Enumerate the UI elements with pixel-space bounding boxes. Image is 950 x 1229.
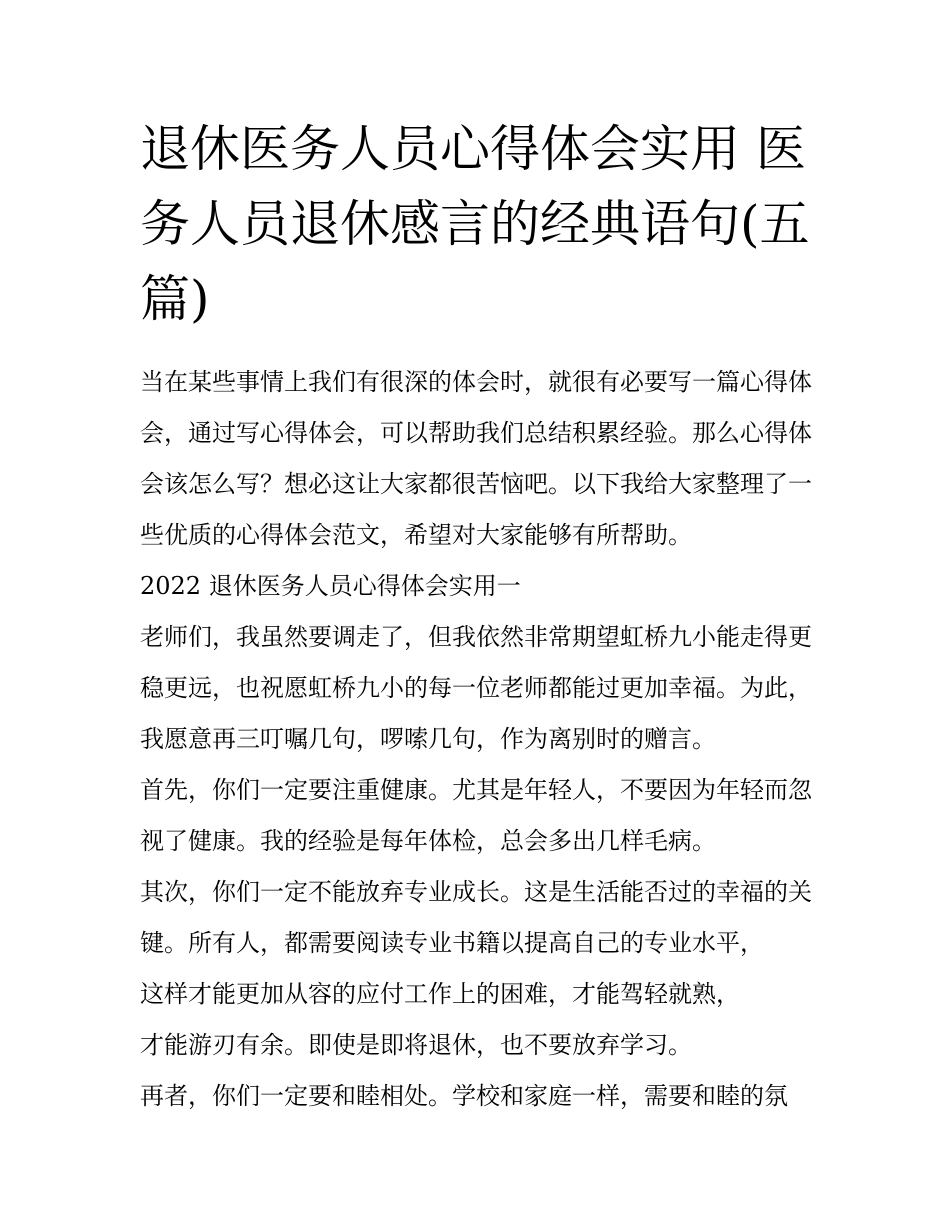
- intro-paragraph: 当在某些事情上我们有很深的体会时，就很有必要写一篇心得体会，通过写心得体会，可以帮助我们总结积累经验。那么心得体会该怎么写？想必这让大家都很苦恼吧。以下我给大家整理了一些优质的心得体会范文，希望对大家能够有所帮助。: [140, 368, 812, 549]
- body-paragraph: 再者，你们一定要和睦相处。学校和家庭一样，需要和睦的氛: [140, 1082, 788, 1110]
- body-paragraph: 首先，你们一定要注重健康。尤其是年轻人，不要因为年轻而忽视了健康。我的经验是每年体检，总会多出几样毛病。: [140, 776, 812, 855]
- document-title: 退休医务人员心得体会实用 医务人员退休感言的经典语句(五篇): [140, 120, 810, 328]
- section-heading: 2022 退休医务人员心得体会实用一: [140, 572, 521, 600]
- body-paragraph: 老师们，我虽然要调走了，但我依然非常期望虹桥九小能走得更稳更远，也祝愿虹桥九小的每一位老师都能过更加幸福。为此，我愿意再三叮嘱几句，啰嗦几句，作为离别时的赠言。: [140, 623, 812, 753]
- body-paragraph: 其次，你们一定不能放弃专业成长。这是生活能否过的幸福的关键。所有人，都需要阅读专业书籍以提高自己的专业水平， 这样才能更加从容的应付工作上的困难，才能驾轻就熟， 才能游刃有余。即使是即将退休，也不要放弃学习。: [140, 878, 812, 1059]
- document-body: [140, 357, 820, 1122]
